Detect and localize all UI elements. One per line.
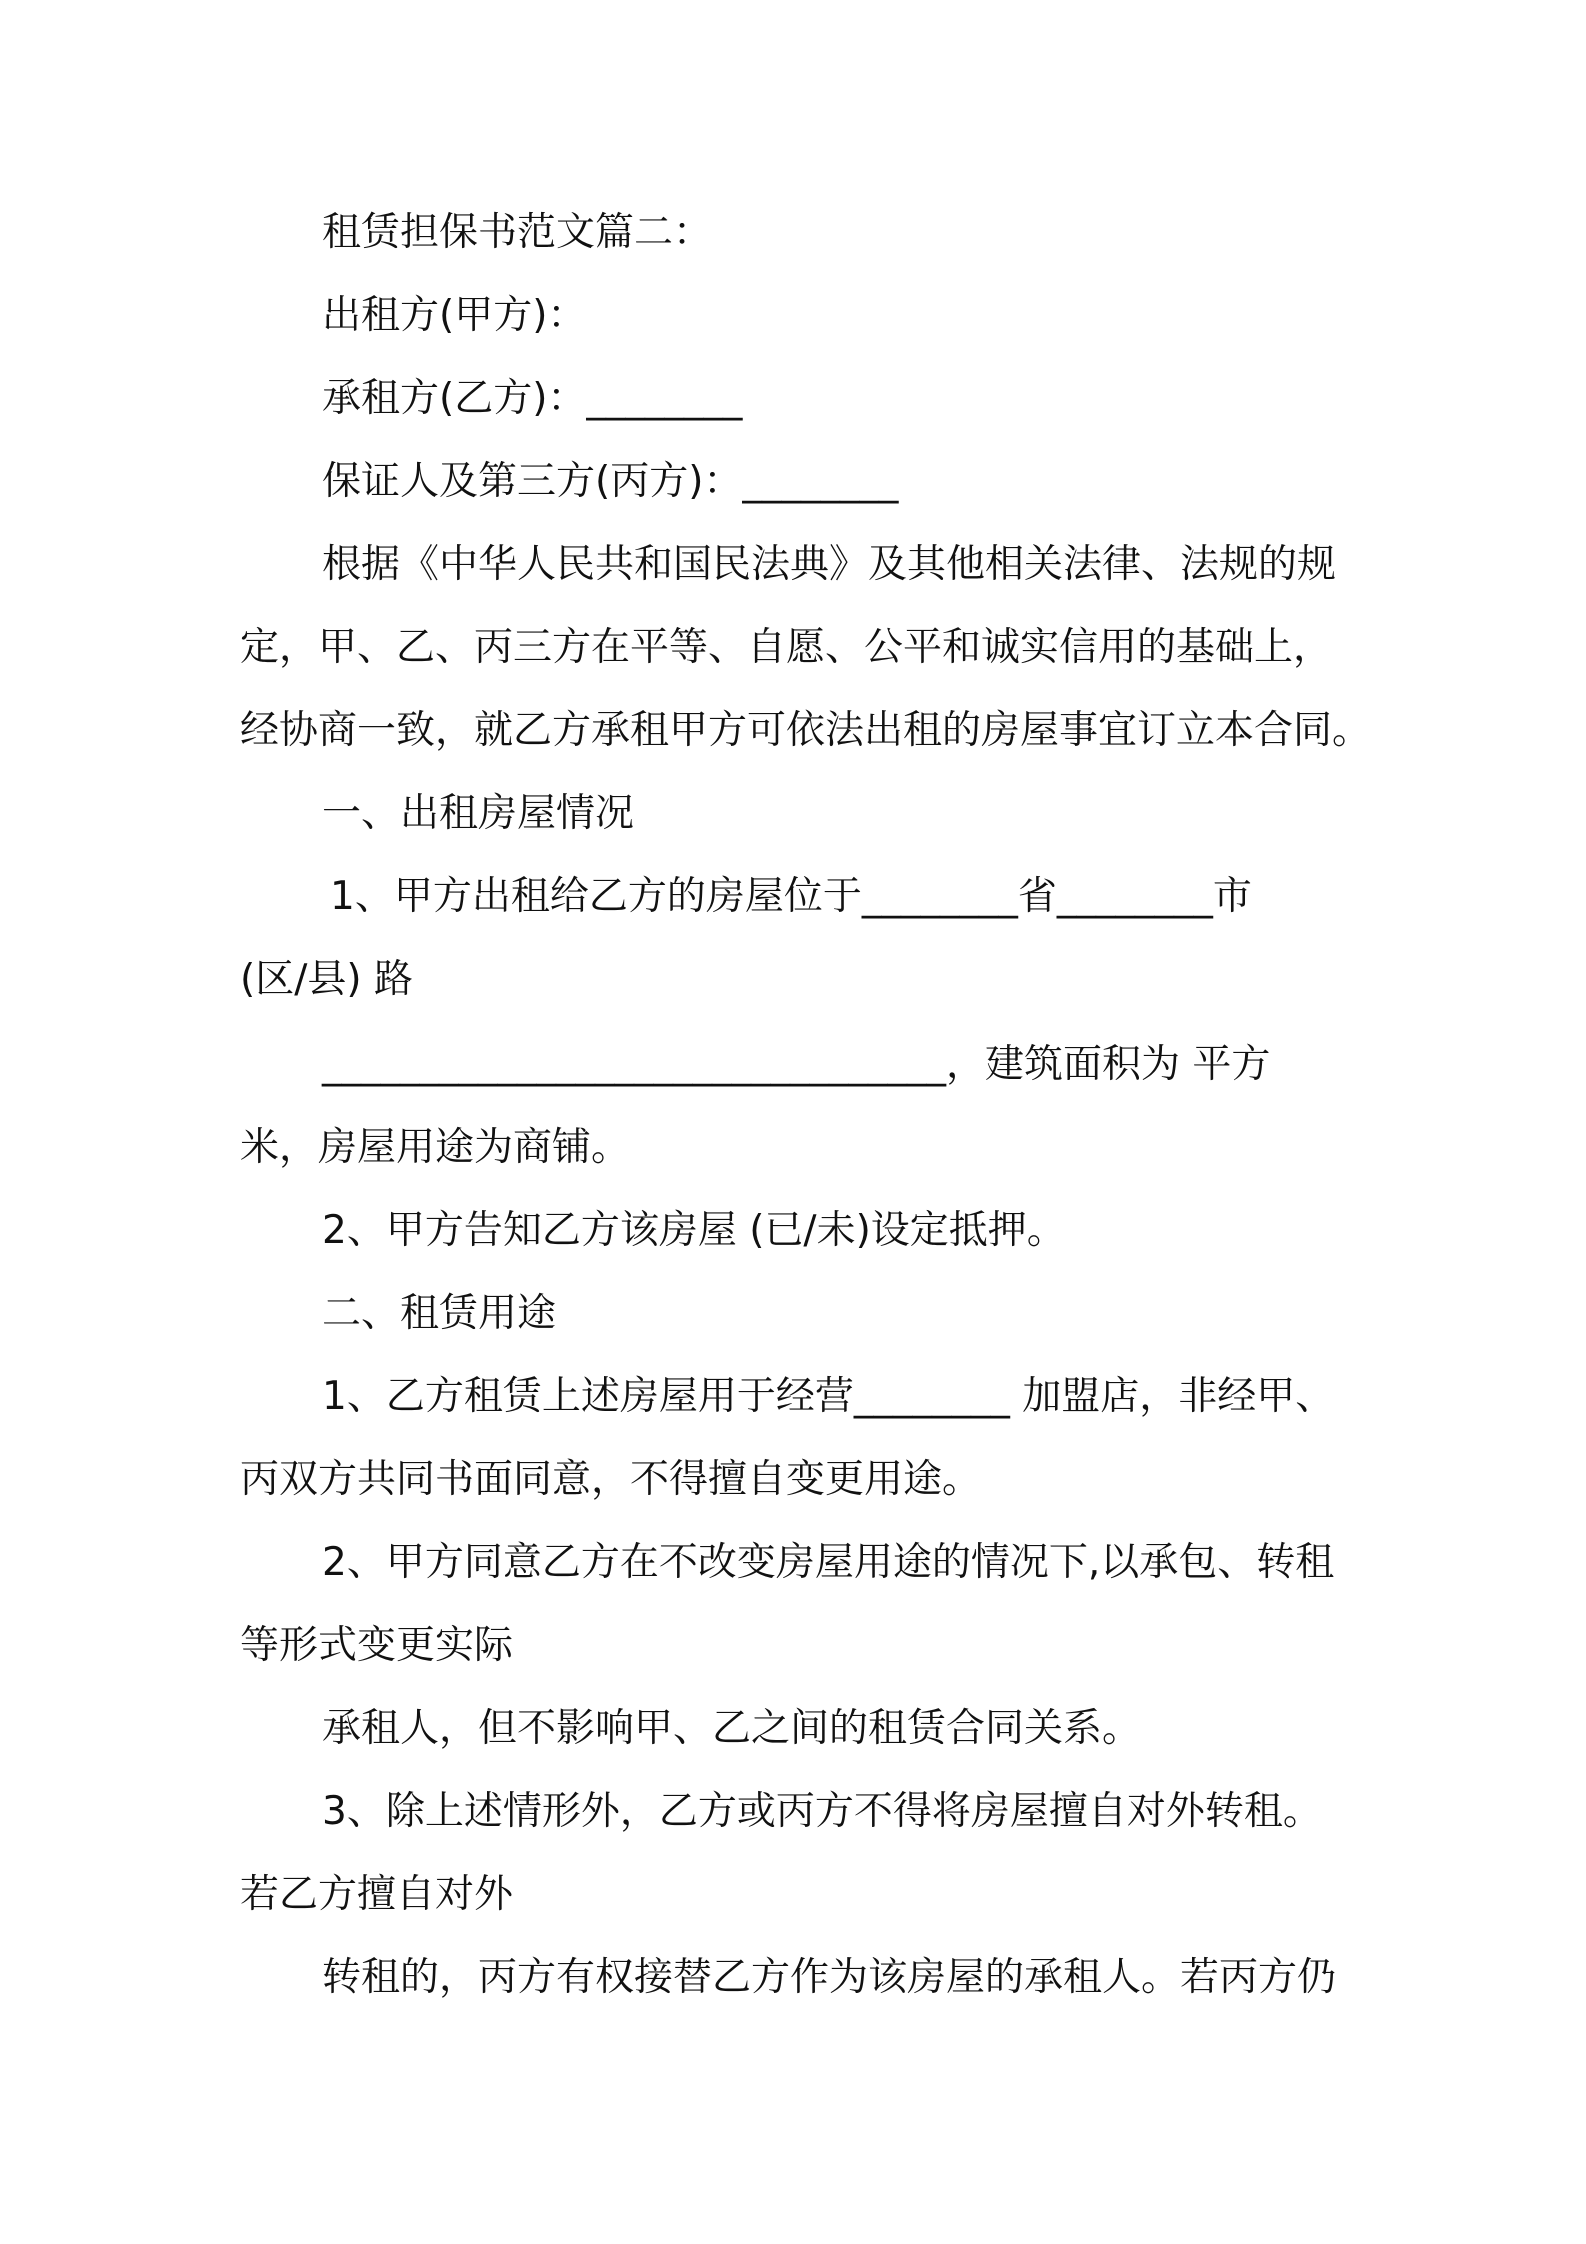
paragraph-line: 丙双方共同书面同意，不得擅自变更用途。	[240, 1457, 982, 1502]
guarantor-line: 保证人及第三方(丙方)：________	[322, 459, 899, 504]
paragraph-line: 承租人，但不影响甲、乙之间的租赁合同关系。	[322, 1706, 1142, 1751]
paragraph-line: 根据《中华人民共和国民法典》及其他相关法律、法规的规	[322, 542, 1337, 587]
lessor-line: 出租方(甲方)：	[322, 293, 587, 338]
paragraph-line: 定，甲、乙、丙三方在平等、自愿、公平和诚实信用的基础上，	[240, 625, 1333, 670]
paragraph-line: 米，房屋用途为商铺。	[240, 1125, 631, 1170]
paragraph-line: 1、乙方租赁上述房屋用于经营________ 加盟店，非经甲、	[322, 1374, 1335, 1419]
paragraph-line: 等形式变更实际	[240, 1623, 514, 1668]
lessee-line: 承租方(乙方)：________	[322, 376, 743, 421]
paragraph-line: 经协商一致，就乙方承租甲方可依法出租的房屋事宜订立本合同。	[240, 708, 1372, 753]
paragraph-line: 2、甲方告知乙方该房屋 (已/未)设定抵押。	[322, 1208, 1066, 1253]
paragraph-line: 1、甲方出租给乙方的房屋位于________省________市	[330, 874, 1252, 919]
paragraph-line: 2、甲方同意乙方在不改变房屋用途的情况下,以承包、转租	[322, 1540, 1335, 1585]
paragraph-line: (区/县) 路	[240, 957, 413, 1002]
section-title: 租赁担保书范文篇二：	[322, 210, 713, 255]
heading-rental-purpose: 二、租赁用途	[322, 1291, 557, 1336]
paragraph-line: ________________________________，建筑面积为 平方	[322, 1042, 1271, 1087]
paragraph-line: 3、除上述情形外，乙方或丙方不得将房屋擅自对外转租。	[322, 1789, 1322, 1834]
paragraph-line: 转租的，丙方有权接替乙方作为该房屋的承租人。若丙方仍	[322, 1955, 1337, 2000]
paragraph-line: 若乙方擅自对外	[240, 1872, 514, 1917]
heading-rental-property: 一、出租房屋情况	[322, 791, 635, 836]
